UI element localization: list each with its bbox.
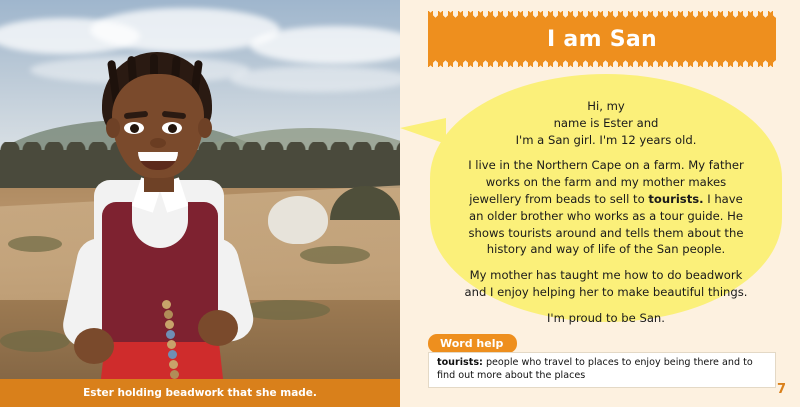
speech-bubble-tail bbox=[400, 118, 446, 144]
speech-paragraph-3: My mother has taught me how to do beadwork and I enjoy helping her to make beautiful things. bbox=[464, 268, 748, 299]
page-number: 7 bbox=[776, 382, 786, 397]
speech-bubble bbox=[430, 74, 782, 325]
pupil bbox=[130, 124, 139, 133]
speech-line-2: name is Ester and bbox=[553, 115, 659, 130]
text-panel bbox=[400, 0, 800, 407]
right-hand bbox=[198, 310, 238, 346]
word-help-definition: people who travel to places to enjoy being there and to find out more about the places bbox=[437, 357, 753, 381]
word-help-box bbox=[428, 352, 776, 388]
girl-illustration bbox=[40, 52, 280, 407]
ear bbox=[106, 118, 120, 138]
nose bbox=[150, 138, 166, 148]
word-help-tab: Word help bbox=[428, 334, 517, 353]
speech-paragraph-2 bbox=[464, 157, 748, 258]
speech-text-b: I have an older brother who works as a tour guide. He shows tourists around and tells them about the history and way of life of the San people. bbox=[468, 191, 744, 257]
page-title: I am San bbox=[428, 18, 776, 60]
speech-line-3: I'm a San girl. I'm 12 years old. bbox=[515, 132, 697, 147]
teeth bbox=[138, 152, 178, 161]
speech-paragraph-4: I'm proud to be San. bbox=[547, 310, 665, 325]
grass-tuft bbox=[300, 246, 370, 264]
left-hand bbox=[74, 328, 114, 364]
speech-paragraph-1 bbox=[464, 98, 748, 148]
glossary-term-inline: tourists. bbox=[648, 191, 704, 206]
speech-line-1: Hi, my bbox=[587, 99, 625, 113]
pupil bbox=[168, 124, 177, 133]
word-help-term: tourists: bbox=[437, 357, 483, 368]
ear bbox=[198, 118, 212, 138]
speech-text-a: I live in the Northern Cape on a farm. My father works on the farm and my mother makes jewellery from beads to sell to bbox=[468, 158, 744, 206]
photo-caption-bar bbox=[0, 379, 400, 407]
photo-caption: Ester holding beadwork that she made. bbox=[83, 387, 317, 399]
